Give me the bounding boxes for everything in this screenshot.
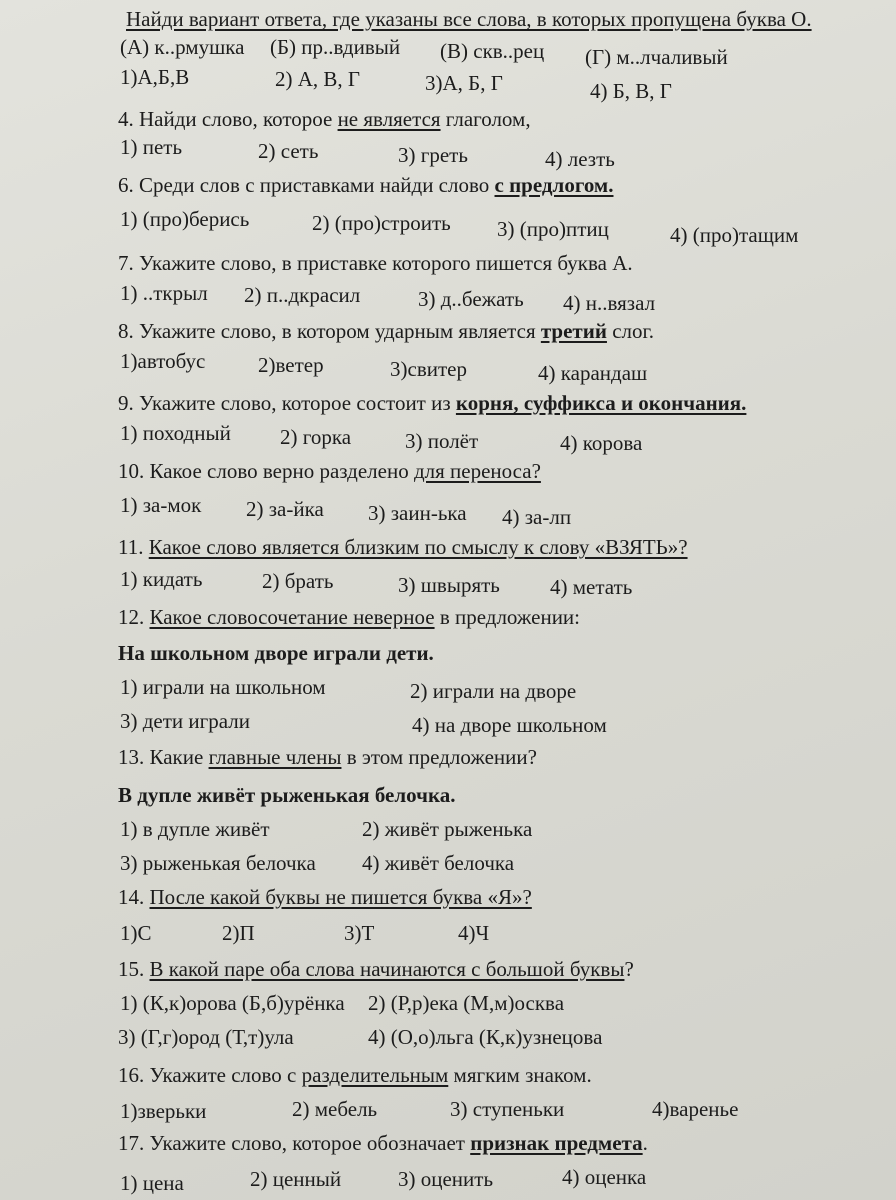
q14-option-2: 2)П — [222, 921, 255, 945]
question-14-text — [118, 884, 532, 910]
q3-word-d: (Г) м..лчаливый — [585, 45, 728, 69]
q12-option-4: 4) на дворе школьном — [412, 713, 607, 737]
q16-option-1: 1)зверьки — [120, 1099, 207, 1123]
q14-option-1: 1)С — [120, 921, 152, 945]
q9-option-4: 4) корова — [560, 431, 643, 455]
q8-option-2: 2)ветер — [258, 353, 324, 377]
q3-word-c: (В) скв..рец — [440, 39, 545, 63]
q7-option-4: 4) н..вязал — [563, 291, 656, 315]
question-9-text — [118, 390, 746, 416]
q4-option-4: 4) лезть — [545, 147, 615, 171]
q9-pre: 9. Укажите слово, которое состоит из — [118, 391, 456, 415]
q11-option-4: 4) метать — [550, 575, 633, 599]
q6-option-2: 2) (про)строить — [312, 211, 451, 235]
q16-option-2: 2) мебель — [292, 1097, 378, 1121]
q12-num: 12. — [118, 605, 150, 629]
q14-num: 14. — [118, 885, 150, 909]
q3-answer-2: 2) А, В, Г — [275, 67, 361, 91]
q9-option-3: 3) полёт — [405, 429, 479, 453]
q14-option-3: 3)Т — [344, 921, 375, 945]
q12-emph: Какое словосочетание неверное — [149, 605, 435, 629]
question-3-text — [126, 6, 812, 32]
q3-word-b: (Б) пр..вдивый — [270, 35, 401, 59]
q13-post: в этом предложении? — [341, 745, 537, 769]
question-3-prompt: Найди вариант ответа, где указаны все слова, в которых пропущена буква О. — [126, 7, 812, 31]
q12-option-3: 3) дети играли — [120, 709, 250, 733]
q15-post: ? — [624, 957, 634, 981]
q13-option-2: 2) живёт рыженька — [362, 817, 533, 841]
q13-pre: 13. Какие — [118, 745, 209, 769]
q4-option-2: 2) сеть — [258, 139, 319, 163]
q15-num: 15. — [118, 957, 150, 981]
q17-option-3: 3) оценить — [398, 1167, 494, 1191]
q16-post: мягким знаком. — [448, 1063, 592, 1087]
question-16-text — [118, 1062, 592, 1088]
q8-emph: третий — [540, 319, 607, 343]
q13-option-3: 3) рыженькая белочка — [120, 851, 316, 875]
q6-option-4: 4) (про)тащим — [670, 223, 799, 247]
q10-pre: 10. Какое слово верно разделено — [118, 459, 414, 483]
q13-sentence: В дупле живёт рыженькая белочка. — [118, 783, 456, 807]
q17-option-4: 4) оценка — [562, 1165, 647, 1189]
q3-word-a: (А) к..рмушка — [120, 35, 245, 59]
q12-option-2: 2) играли на дворе — [410, 679, 577, 703]
q9-option-2: 2) горка — [280, 425, 352, 449]
q16-option-4: 4)варенье — [652, 1097, 739, 1121]
q9-option-1: 1) походный — [120, 421, 231, 445]
q14-emph: После какой буквы не пишется буква «Я»? — [149, 885, 532, 909]
q6-option-3: 3) (про)птиц — [497, 217, 609, 241]
q6-pre: 6. Среди слов с приставками найди слово — [118, 173, 495, 197]
question-17-text — [118, 1130, 648, 1156]
q15-option-3: 3) (Г,г)ород (Т,т)ула — [118, 1025, 294, 1049]
question-7-text: 7. Укажите слово, в приставке которого пишется буква А. — [118, 251, 633, 275]
q14-option-4: 4)Ч — [458, 921, 490, 945]
q6-emph: с предлогом. — [494, 173, 614, 197]
q10-option-4: 4) за-лп — [502, 505, 572, 529]
q17-option-2: 2) ценный — [250, 1167, 342, 1191]
q11-num: 11. — [118, 535, 149, 559]
q7-option-3: 3) д..бежать — [418, 287, 524, 311]
q16-pre: 16. Укажите слово с — [118, 1063, 302, 1087]
q15-option-1: 1) (К,к)орова (Б,б)урёнка — [120, 991, 345, 1015]
q8-post: слог. — [606, 319, 654, 343]
q6-option-1: 1) (про)берись — [120, 207, 250, 231]
q10-option-1: 1) за-мок — [120, 493, 202, 517]
q11-option-1: 1) кидать — [120, 567, 203, 591]
q9-emph: корня, суффикса и окончания. — [455, 391, 747, 415]
q7-option-1: 1) ..ткрыл — [120, 281, 208, 305]
q17-option-1: 1) цена — [120, 1171, 184, 1195]
q15-option-4: 4) (О,о)льга (К,к)узнецова — [368, 1025, 603, 1049]
question-11-text — [118, 534, 688, 560]
question-6-text — [118, 172, 613, 198]
q4-post: глаголом, — [440, 107, 531, 131]
q10-emph: для переноса? — [413, 459, 541, 483]
q4-emph: не является — [337, 107, 441, 131]
q13-option-4: 4) живёт белочка — [362, 851, 515, 875]
question-15-text — [118, 956, 634, 982]
q13-option-1: 1) в дупле живёт — [120, 817, 270, 841]
q7-option-2: 2) п..дкрасил — [244, 283, 361, 307]
q12-option-1: 1) играли на школьном — [120, 675, 326, 699]
q8-option-3: 3)свитер — [390, 357, 467, 381]
q4-option-3: 3) греть — [398, 143, 468, 167]
q16-option-3: 3) ступеньки — [450, 1097, 565, 1121]
question-13-text — [118, 744, 537, 770]
q16-emph: разделительным — [301, 1063, 449, 1087]
q8-option-1: 1)автобус — [120, 349, 206, 373]
question-12-text — [118, 604, 580, 630]
q12-sentence: На школьном дворе играли дети. — [118, 641, 434, 665]
q4-pre: 4. Найди слово, которое — [118, 107, 338, 131]
q13-emph: главные члены — [208, 745, 342, 769]
question-8-text — [118, 318, 654, 344]
q10-option-3: 3) заин-ька — [368, 501, 467, 525]
question-10-text — [118, 458, 541, 484]
q3-answer-3: 3)А, Б, Г — [425, 71, 503, 95]
q11-option-3: 3) швырять — [398, 573, 500, 597]
q3-answer-4: 4) Б, В, Г — [590, 79, 672, 103]
q4-option-1: 1) петь — [120, 135, 183, 159]
q15-emph: В какой паре оба слова начинаются с большой буквы — [149, 957, 625, 981]
q12-post: в предложении: — [434, 605, 581, 629]
q15-option-2: 2) (Р,р)ека (М,м)осква — [368, 991, 565, 1015]
q3-answer-1: 1)А,Б,В — [120, 65, 190, 89]
q10-option-2: 2) за-йка — [246, 497, 324, 521]
q17-pre: 17. Укажите слово, которое обозначает — [118, 1131, 471, 1155]
q17-post: . — [642, 1131, 648, 1155]
q11-emph: Какое слово является близким по смыслу к слову «ВЗЯТЬ»? — [148, 535, 688, 559]
q8-option-4: 4) карандаш — [538, 361, 648, 385]
q8-pre: 8. Укажите слово, в котором ударным является — [118, 319, 541, 343]
q17-emph: признак предмета — [470, 1131, 643, 1155]
question-4-text — [118, 106, 531, 132]
q11-option-2: 2) брать — [262, 569, 334, 593]
